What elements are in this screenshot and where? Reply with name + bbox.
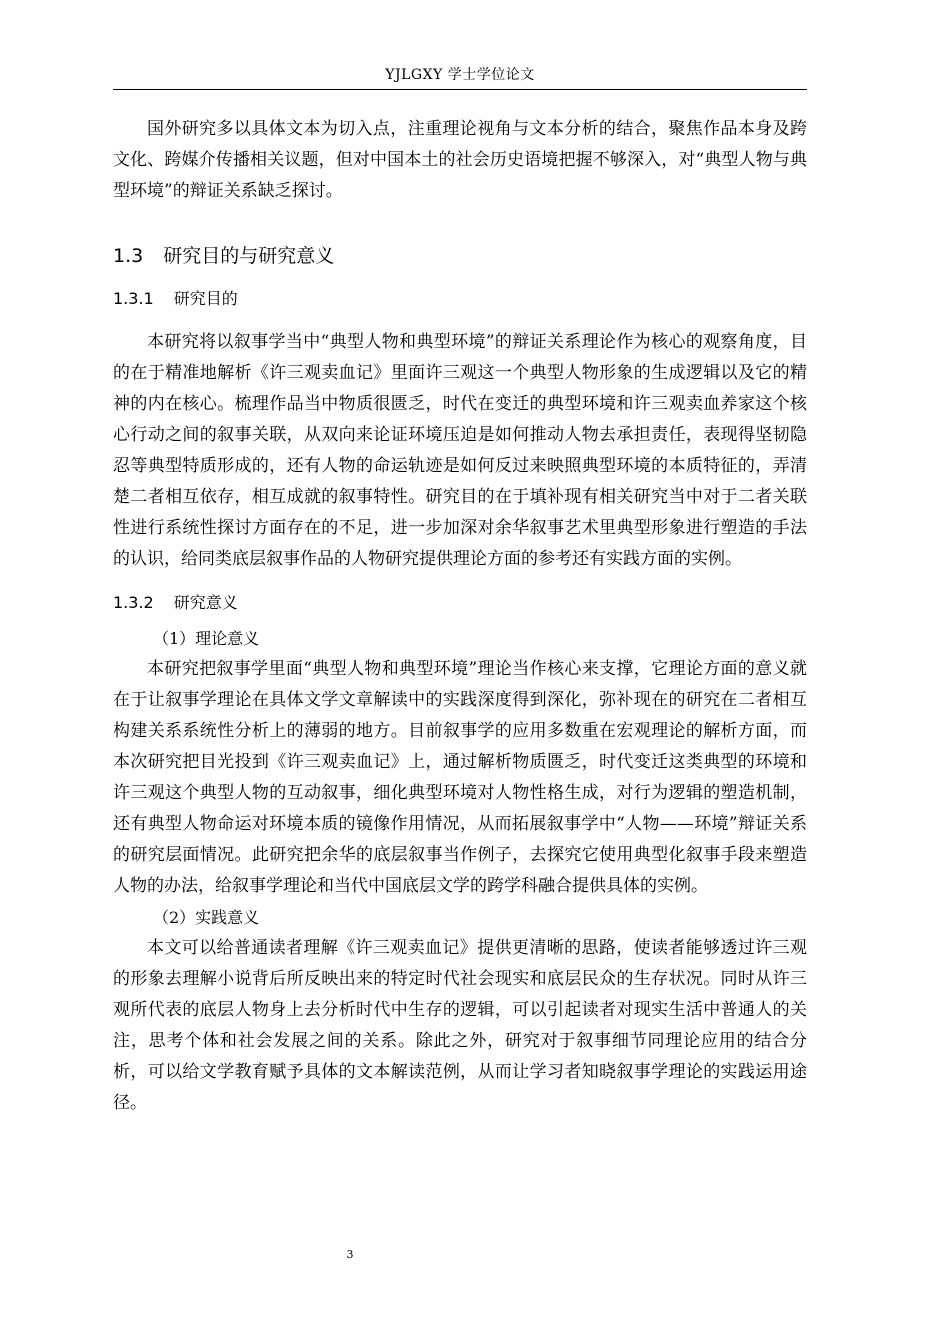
subsection-heading-1-3-2	[113, 589, 807, 617]
practice-significance-paragraph: 本文可以给普通读者理解《许三观卖血记》提供更清晰的思路，使读者能够透过许三观的形象去理解小说背后所反映出来的特定时代社会现实和底层民众的生存状况。同时从许三观所代表的底层人物身上去分析时代中生存的逻辑，可以引起读者对现实生活中普通人的关注，思考个体和社会发展之间的关系。除此之外，研究对于叙事细节同理论应用的结合分析，可以给文学教育赋予具体的文本解读范例，从而让学习者知晓叙事学理论的实践运用途径。	[113, 938, 807, 1113]
subsection-title: 研究意义	[173, 593, 238, 612]
subsection-title: 研究目的	[173, 289, 238, 308]
research-purpose-paragraph: 本研究将以叙事学当中“典型人物和典型环境”的辩证关系理论作为核心的观察角度，目的在于精准地解析《许三观卖血记》里面许三观这一个典型人物形象的生成逻辑以及它的精神的内在核心。梳理作品当中物质很匮乏，时代在变迁的典型环境和许三观卖血养家这个核心行动之间的叙事关联，从双向来论证环境压迫是如何推动人物去承担责任，表现得坚韧隐忍等典型特质形成的，还有人物的命运轨迹是如何反过来映照典型环境的本质特征的，弄清楚二者相互依存，相互成就的叙事特性。研究目的在于填补现有相关研究当中对于二者关联性进行系统性探讨方面存在的不足，进一步加深对余华叙事艺术里典型形象进行塑造的手法的认识，给同类底层叙事作品的人物研究提供理论方面的参考还有实践方面的实例。	[113, 332, 807, 569]
section-number: 1.3	[113, 245, 144, 267]
theory-significance-label: （1）理论意义	[153, 629, 260, 648]
subsection-number: 1.3.1	[113, 289, 154, 308]
header-rule	[113, 89, 807, 90]
intro-paragraph: 国外研究多以具体文本为切入点，注重理论视角与文本分析的结合，聚焦作品本身及跨文化、跨媒介传播相关议题，但对中国本土的社会历史语境把握不够深入，对“典型人物与典型环境”的辩证关系缺乏探讨。	[113, 119, 807, 201]
page-number: 3	[346, 1248, 354, 1261]
section-title: 研究目的与研究意义	[163, 245, 335, 267]
subsection-heading-1-3-1	[113, 285, 807, 313]
theory-significance-paragraph: 本研究把叙事学里面“典型人物和典型环境”理论当作核心来支撑，它理论方面的意义就在于让叙事学理论在具体文学文章解读中的实践深度得到深化，弥补现在的研究在二者相互构建关系系统性分析上的薄弱的地方。目前叙事学的应用多数重在宏观理论的解析方面，而本次研究把目光投到《许三观卖血记》上，通过解析物质匮乏，时代变迁这类典型的环境和许三观这个典型人物的互动叙事，细化典型环境对人物性格生成，对行为逻辑的塑造机制，还有典型人物命运对环境本质的镜像作用情况，从而拓展叙事学中“人物——环境”辩证关系的研究层面情况。此研究把余华的底层叙事当作例子，去探究它使用典型化叙事手段来塑造人物的办法，给叙事学理论和当代中国底层文学的跨学科融合提供具体的实例。	[113, 659, 807, 896]
running-header: YJLGXY 学士学位论文	[385, 67, 535, 83]
practice-significance-label: （2）实践意义	[153, 908, 260, 927]
subsection-number: 1.3.2	[113, 593, 154, 612]
section-heading-1-3	[113, 239, 807, 273]
page-content	[113, 114, 807, 1119]
